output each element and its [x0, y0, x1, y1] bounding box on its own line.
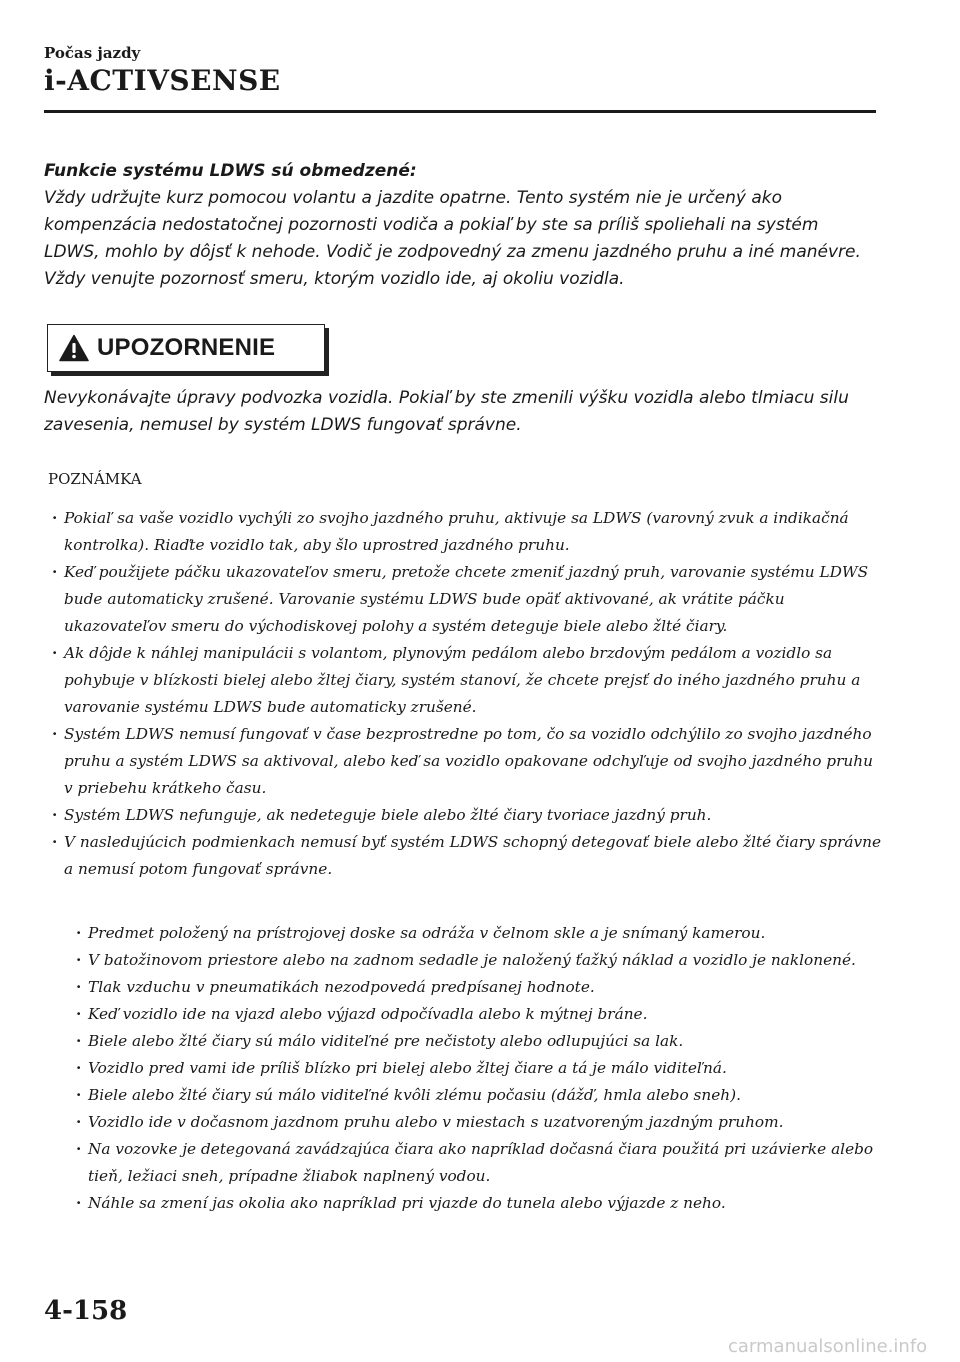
caution-banner — [47, 324, 325, 372]
list-item: · Na vozovke je detegovaná zavádzajúca čiara ako napríklad dočasná čiara použitá pri uzávierke alebo tieň, ležiaci sneh, prípadne žliabok naplnený vodou. — [72, 1136, 884, 1190]
list-item: · Vozidlo ide v dočasnom jazdnom pruhu alebo v miestach s uzatvoreným jazdným pruhom. — [72, 1109, 884, 1136]
list-item: · Keď vozidlo ide na vjazd alebo výjazd odpočívadla alebo k mýtnej bráne. — [72, 1001, 884, 1028]
caution-body: Nevykonávajte úpravy podvozka vozidla. Pokiaľ by ste zmenili výšku vozidla alebo tlmiacu silu zavesenia, nemusel by systém LDWS fungovať správne. — [44, 388, 849, 435]
page-number: 4-158 — [44, 1296, 128, 1326]
note-list — [48, 505, 883, 883]
list-item: · Systém LDWS nefunguje, ak nedeteguje biele alebo žlté čiary tvoriace jazdný pruh. — [48, 802, 883, 829]
list-item: · Predmet položený na prístrojovej doske sa odráža v čelnom skle a je snímaný kamerou. — [72, 920, 884, 947]
list-item: · Ak dôjde k náhlej manipulácii s volantom, plynovým pedálom alebo brzdovým pedálom a vozidlo sa pohybuje v blízkosti bielej alebo žltej čiary, systém stanoví, že chcete prejsť do iného jazdného pruhu a varovanie systému LDWS bude automaticky zrušené. — [48, 640, 883, 721]
list-item: · V nasledujúcich podmienkach nemusí byť systém LDWS schopný detegovať biele alebo žlté čiary správne a nemusí potom fungovať správne. — [48, 829, 883, 883]
list-item: · Tlak vzduchu v pneumatikách nezodpovedá predpísanej hodnote. — [72, 974, 884, 1001]
section-label: Počas jazdy — [44, 44, 141, 62]
warning-triangle-icon — [59, 334, 89, 362]
list-item: · Keď použijete páčku ukazovateľov smeru, pretože chcete zmeniť jazdný pruh, varovanie systému LDWS bude automaticky zrušené. Varovanie systému LDWS bude opäť aktivované, ak vrátite páčku ukazovateľov smeru do východiskovej polohy a systém deteguje biele alebo žlté čiary. — [48, 559, 883, 640]
chapter-title: i-ACTIVSENSE — [44, 64, 281, 97]
condition-sublist — [72, 920, 884, 1217]
list-item: · Systém LDWS nemusí fungovať v čase bezprostredne po tom, čo sa vozidlo odchýlilo zo svojho jazdného pruhu a systém LDWS sa aktivoval, alebo keď sa vozidlo opakovane odchyľuje od svojho jazdného pruhu v priebehu krátkeho času. — [48, 721, 883, 802]
list-item: · Vozidlo pred vami ide príliš blízko pri bielej alebo žltej čiare a tá je málo viditeľná. — [72, 1055, 884, 1082]
warning-title: Funkcie systému LDWS sú obmedzené: — [44, 161, 417, 181]
list-item: · Biele alebo žlté čiary sú málo viditeľné pre nečistoty alebo odlupujúci sa lak. — [72, 1028, 884, 1055]
list-item: · Pokiaľ sa vaše vozidlo vychýli zo svojho jazdného pruhu, aktivuje sa LDWS (varovný zvuk a indikačná kontrolka). Riaďte vozidlo tak, aby šlo uprostred jazdného pruhu. — [48, 505, 883, 559]
list-item: · V batožinovom priestore alebo na zadnom sedadle je naložený ťažký náklad a vozidlo je naklonené. — [72, 947, 884, 974]
list-item: · Náhle sa zmení jas okolia ako napríklad pri vjazde do tunela alebo výjazde z neho. — [72, 1190, 884, 1217]
warning-body: Vždy udržujte kurz pomocou volantu a jazdite opatrne. Tento systém nie je určený ako kompenzácia nedostatočnej pozornosti vodiča a pokiaľ by ste sa príliš spoliehali na systém LDWS, mohlo by dôjsť k nehode. Vodič je zodpovedný za zmenu jazdného pruhu a iné manévre. Vždy venujte pozornosť smeru, ktorým vozidlo ide, aj okoliu vozidla. — [44, 188, 861, 289]
watermark: carmanualsonline.info — [728, 1336, 928, 1357]
header-divider — [44, 110, 876, 113]
note-title: POZNÁMKA — [48, 470, 142, 488]
list-item: · Biele alebo žlté čiary sú málo viditeľné kvôli zlému počasiu (dážď, hmla alebo sneh). — [72, 1082, 884, 1109]
caution-label: UPOZORNENIE — [97, 334, 276, 361]
